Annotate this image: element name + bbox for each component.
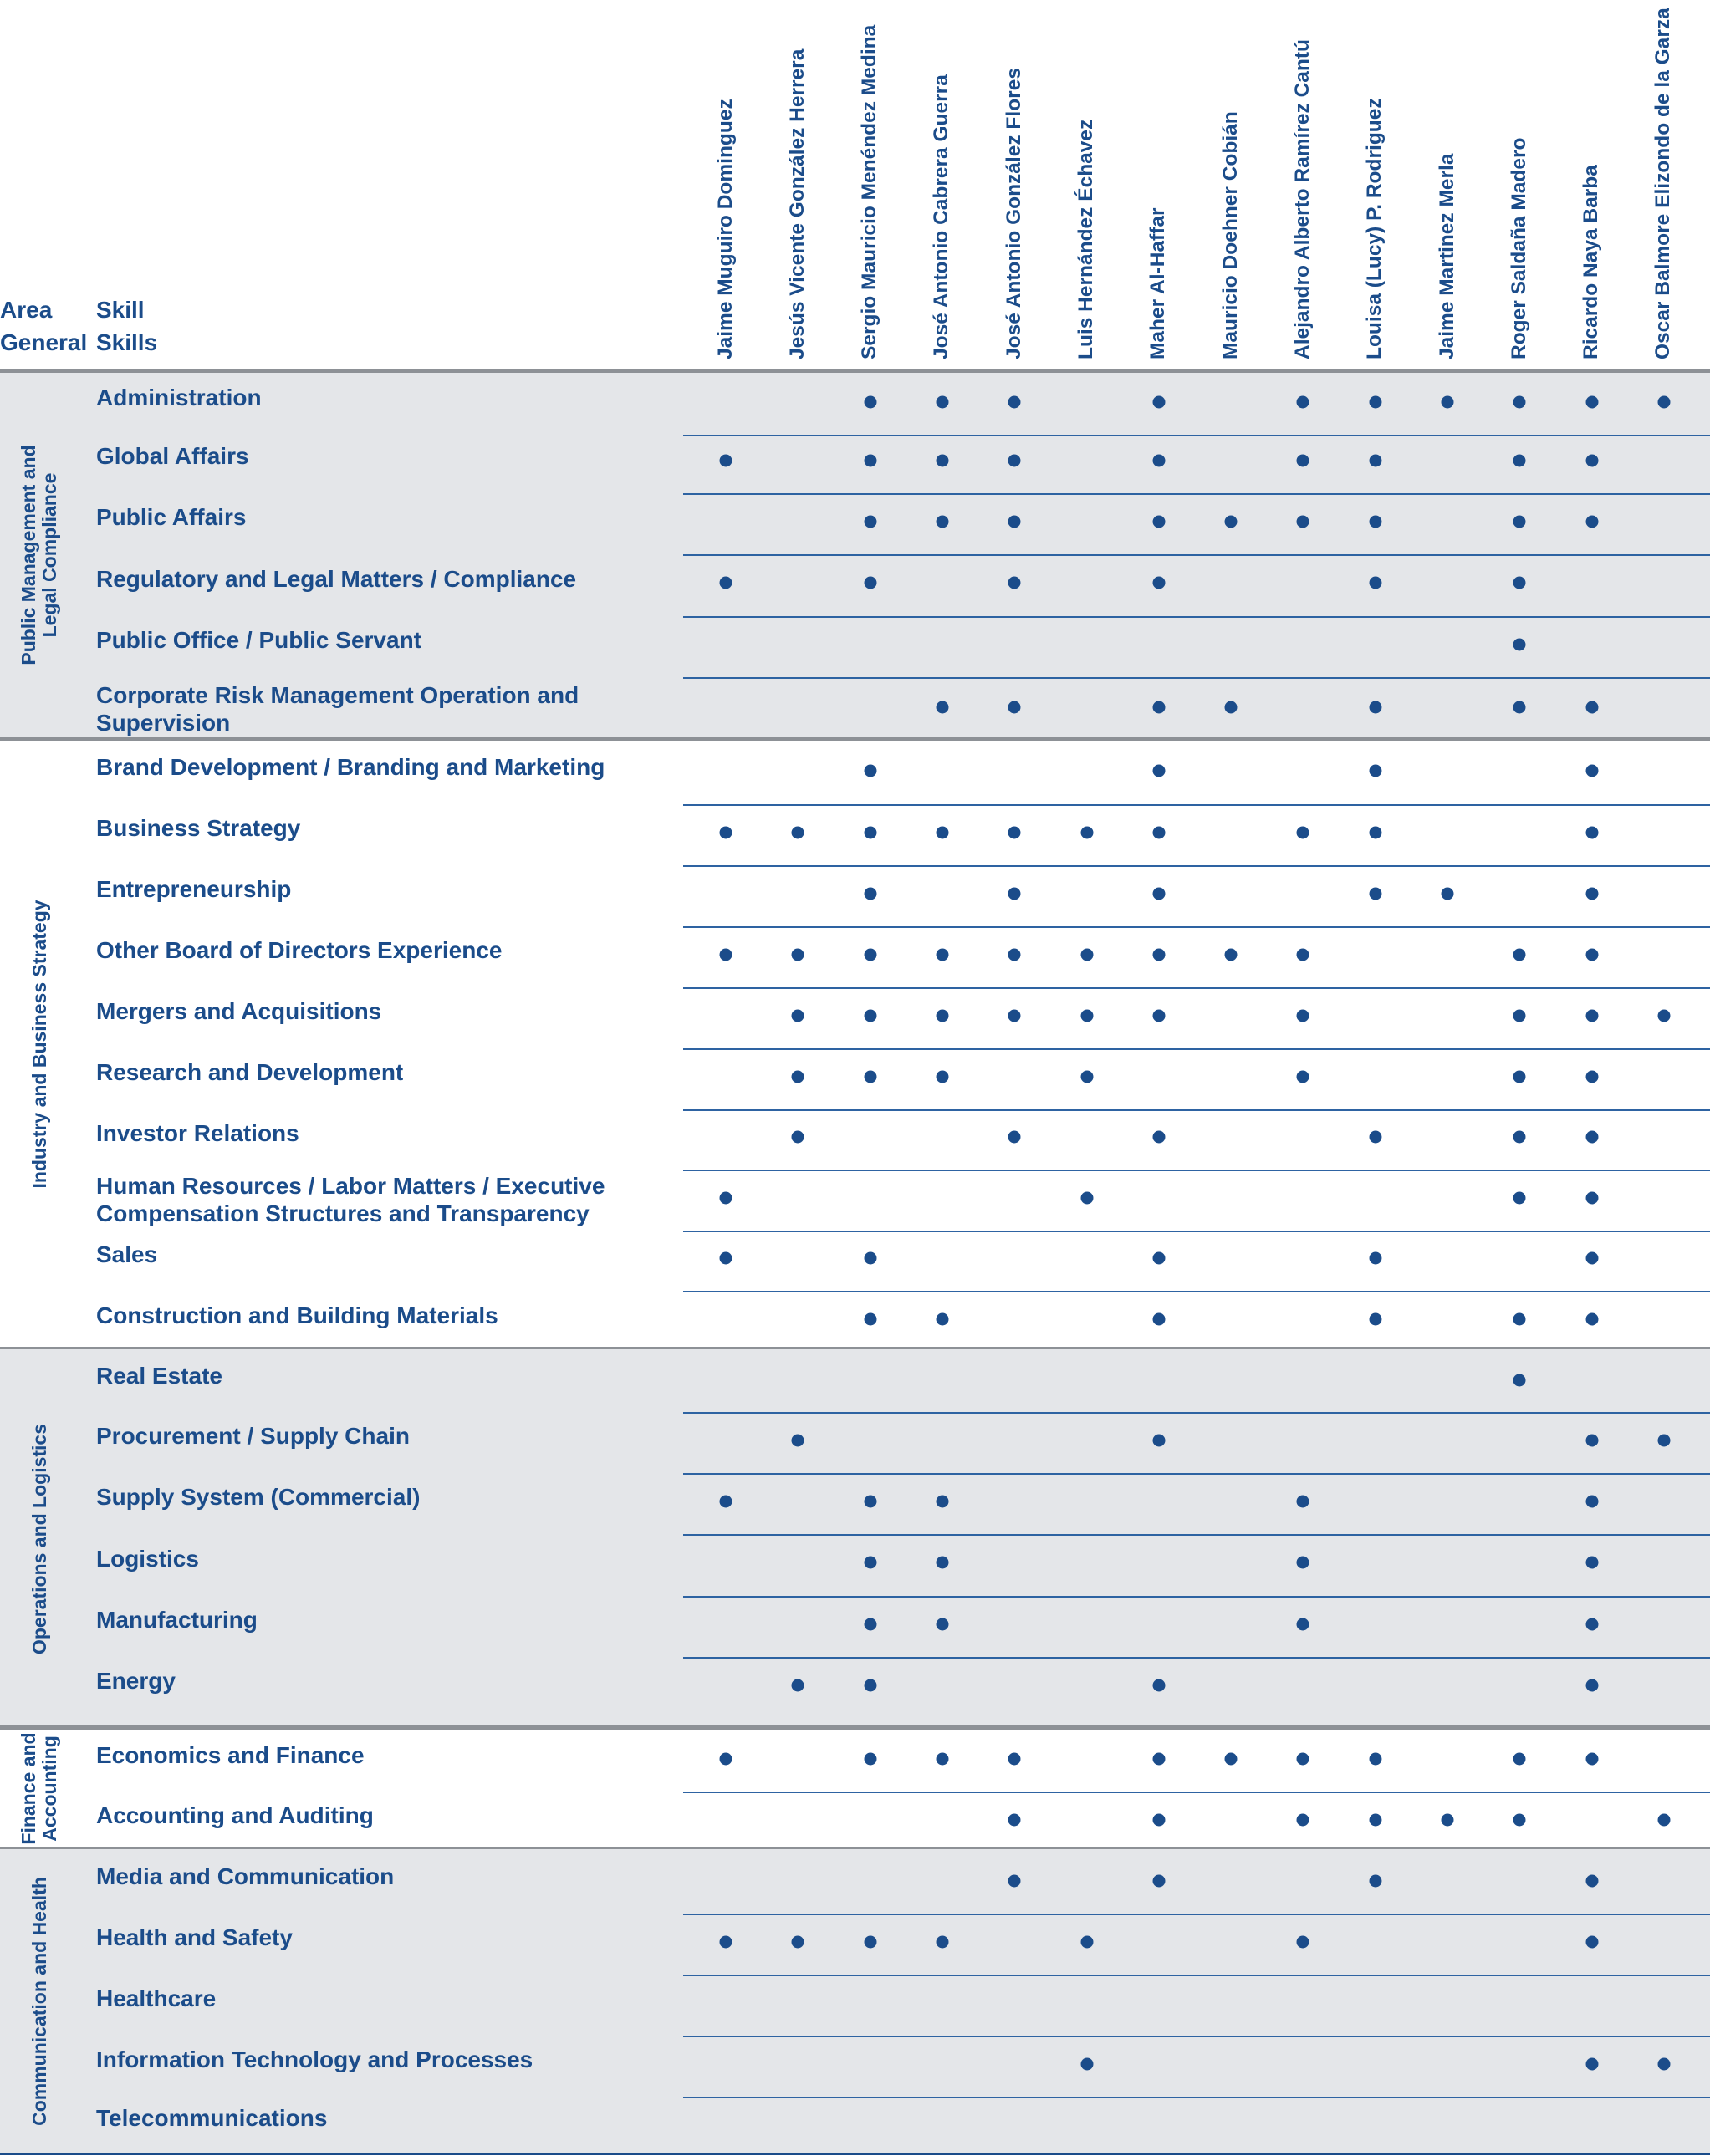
skill-dot — [1297, 1618, 1309, 1630]
skill-dot — [1513, 577, 1526, 589]
skill-dot — [1369, 454, 1381, 466]
skill-dot — [864, 454, 876, 466]
skill-dot — [1152, 515, 1165, 528]
row-divider — [683, 865, 1710, 867]
skill-dot — [1657, 1813, 1670, 1826]
member-name: Oscar Balmore Elizondo de la Garza — [1651, 8, 1675, 359]
skill-dot — [1585, 2057, 1598, 2070]
row-divider — [683, 493, 1710, 495]
skill-label: Public Office / Public Servant — [96, 627, 421, 653]
row-divider — [683, 2097, 1710, 2098]
skill-dot — [936, 1009, 948, 1022]
skill-dot — [864, 395, 876, 408]
skill-dot — [720, 454, 732, 466]
row-divider — [683, 804, 1710, 806]
skill-dot — [1585, 1679, 1598, 1691]
skill-dot — [1585, 1874, 1598, 1887]
skill-dot — [1008, 515, 1021, 528]
skill-dot — [1008, 948, 1021, 961]
skill-dot — [1585, 1009, 1598, 1022]
skill-label: Manufacturing — [96, 1607, 258, 1633]
row-divider — [683, 1473, 1710, 1475]
skill-label: Investor Relations — [96, 1119, 299, 1146]
skill-dot — [1008, 395, 1021, 408]
skill-label: Supply System (Commercial) — [96, 1484, 421, 1510]
skill-dot — [1008, 1753, 1021, 1766]
skill-label: Procurement / Supply Chain — [96, 1423, 410, 1449]
skill-dot — [720, 577, 732, 589]
skill-dot — [1297, 454, 1309, 466]
skill-dot — [1297, 395, 1309, 408]
skill-label: Human Resources / Labor Matters / Executive Compensation Structures and Transparency — [96, 1172, 605, 1226]
skill-dot — [1585, 701, 1598, 714]
row-divider — [683, 987, 1710, 989]
skill-dot — [720, 826, 732, 838]
skill-dot — [1152, 1753, 1165, 1766]
member-name: José Antonio González Flores — [1002, 68, 1025, 359]
skill-label: Information Technology and Processes — [96, 2046, 533, 2072]
skill-label: Healthcare — [96, 1985, 217, 2011]
skill-dot — [864, 1618, 876, 1630]
skill-dot — [1585, 1131, 1598, 1144]
skill-label: Telecommunications — [96, 2105, 328, 2131]
skill-dot — [936, 826, 948, 838]
skill-label: Brand Development / Branding and Marketing — [96, 753, 605, 780]
skill-dot — [1297, 1495, 1309, 1507]
skill-dot — [1513, 1131, 1526, 1144]
skill-dot — [1513, 1313, 1526, 1326]
member-name: Luis Hernández Échavez — [1074, 119, 1097, 359]
skill-dot — [792, 1935, 804, 1948]
skill-dot — [1369, 826, 1381, 838]
skill-dot — [1585, 887, 1598, 900]
table-bottom-rule — [0, 2153, 1710, 2155]
skill-dot — [1657, 2057, 1670, 2070]
skill-dot — [1369, 887, 1381, 900]
skill-label: Business Strategy — [96, 815, 301, 841]
row-divider — [683, 1048, 1710, 1050]
row-divider — [683, 1657, 1710, 1659]
skill-dot — [792, 1009, 804, 1022]
skill-dot — [1152, 1874, 1165, 1887]
row-divider — [683, 1534, 1710, 1536]
skill-dot — [1442, 395, 1454, 408]
skill-label: Public Affairs — [96, 504, 247, 530]
skill-dot — [1657, 1434, 1670, 1446]
row-divider — [683, 2036, 1710, 2037]
skill-dot — [792, 1070, 804, 1083]
skill-dot — [936, 515, 948, 528]
skill-dot — [936, 701, 948, 714]
skill-dot — [1152, 1679, 1165, 1691]
skill-dot — [1152, 1009, 1165, 1022]
member-name: Maher Al-Haffar — [1146, 207, 1170, 359]
skill-label: Global Affairs — [96, 443, 249, 469]
skill-dot — [1152, 887, 1165, 900]
row-divider — [683, 677, 1710, 679]
area-label: Operations and Logistics — [28, 1423, 50, 1654]
skill-label: Corporate Risk Management Operation and Supervision — [96, 682, 579, 736]
skill-dot — [792, 1679, 804, 1691]
skill-dot — [1585, 1313, 1598, 1326]
skill-dot — [1008, 1009, 1021, 1022]
skill-dot — [1080, 1070, 1093, 1083]
skill-dot — [864, 1935, 876, 1948]
skill-dot — [1369, 1252, 1381, 1265]
member-name: Louisa (Lucy) P. Rodriguez — [1363, 98, 1386, 359]
member-name: Mauricio Doehner Cobián — [1218, 111, 1242, 359]
skill-dot — [936, 1495, 948, 1507]
skill-label: Construction and Building Materials — [96, 1302, 498, 1328]
skill-dot — [1152, 1434, 1165, 1446]
skill-label: Sales — [96, 1241, 158, 1267]
skill-label: Other Board of Directors Experience — [96, 937, 503, 963]
row-divider — [683, 435, 1710, 436]
skill-dot — [1225, 515, 1238, 528]
skill-dot — [1657, 1009, 1670, 1022]
skill-dot — [1585, 1618, 1598, 1630]
skill-dot — [864, 1009, 876, 1022]
skill-dot — [864, 1313, 876, 1326]
row-divider — [683, 1792, 1710, 1793]
skill-dot — [1008, 1131, 1021, 1144]
skill-dot — [1008, 454, 1021, 466]
skill-dot — [936, 1935, 948, 1948]
skill-dot — [1369, 1813, 1381, 1826]
skill-dot — [720, 1191, 732, 1204]
skill-label: Media and Communication — [96, 1863, 395, 1889]
row-divider — [683, 1231, 1710, 1232]
skill-dot — [1513, 1753, 1526, 1766]
member-name: Jaime Muguiro Dominguez — [713, 99, 737, 359]
skill-dot — [1585, 1434, 1598, 1446]
skill-dot — [936, 1753, 948, 1766]
skill-dot — [1513, 1813, 1526, 1826]
skill-dot — [792, 1131, 804, 1144]
skill-dot — [936, 948, 948, 961]
skill-dot — [1297, 1557, 1309, 1569]
skill-dot — [864, 948, 876, 961]
skill-dot — [1152, 948, 1165, 961]
skill-dot — [1585, 454, 1598, 466]
skill-dot — [1297, 1753, 1309, 1766]
skill-dot — [1152, 395, 1165, 408]
skill-dot — [1225, 1753, 1238, 1766]
row-divider — [683, 616, 1710, 618]
skill-dot — [1585, 1557, 1598, 1569]
skill-dot — [864, 826, 876, 838]
skill-dot — [1513, 515, 1526, 528]
skill-dot — [1297, 1070, 1309, 1083]
skill-dot — [720, 948, 732, 961]
skill-dot — [864, 1753, 876, 1766]
member-name: Roger Saldaña Madero — [1507, 137, 1530, 359]
skill-dot — [792, 948, 804, 961]
skill-dot — [1513, 1374, 1526, 1386]
skill-dot — [1152, 1813, 1165, 1826]
skill-label: Regulatory and Legal Matters / Compliance — [96, 565, 577, 592]
skill-dot — [1585, 395, 1598, 408]
skill-dot — [1369, 1874, 1381, 1887]
skill-dot — [1369, 515, 1381, 528]
skill-dot — [1369, 1753, 1381, 1766]
skill-dot — [1585, 826, 1598, 838]
skill-dot — [864, 1557, 876, 1569]
skill-dot — [1152, 454, 1165, 466]
row-divider — [683, 1975, 1710, 1976]
skills-header: Skills — [96, 329, 158, 355]
row-divider — [683, 554, 1710, 556]
row-divider — [683, 1170, 1710, 1171]
skill-dot — [1369, 765, 1381, 777]
skill-dot — [1513, 454, 1526, 466]
skill-label: Accounting and Auditing — [96, 1802, 374, 1828]
skill-dot — [1369, 701, 1381, 714]
area-label: Finance and Accounting — [18, 1732, 60, 1845]
skill-dot — [1080, 1009, 1093, 1022]
row-divider — [683, 1914, 1710, 1915]
member-name: Sergio Mauricio Menéndez Medina — [858, 24, 881, 359]
skill-dot — [1585, 765, 1598, 777]
skill-dot — [1585, 1191, 1598, 1204]
skill-dot — [1008, 701, 1021, 714]
skill-dot — [1442, 887, 1454, 900]
skill-dot — [1008, 887, 1021, 900]
skill-dot — [1585, 1935, 1598, 1948]
skill-dot — [1297, 1009, 1309, 1022]
skill-dot — [1080, 948, 1093, 961]
skill-dot — [1152, 1131, 1165, 1144]
skill-dot — [1080, 826, 1093, 838]
skill-dot — [792, 1434, 804, 1446]
member-name: Ricardo Naya Barba — [1580, 165, 1603, 359]
skill-label: Mergers and Acquisitions — [96, 998, 382, 1024]
skill-dot — [1657, 395, 1670, 408]
skill-dot — [1513, 948, 1526, 961]
skill-dot — [1152, 765, 1165, 777]
skill-dot — [720, 1495, 732, 1507]
skill-dot — [864, 765, 876, 777]
skill-dot — [1080, 1191, 1093, 1204]
skill-dot — [1152, 701, 1165, 714]
skill-dot — [936, 1070, 948, 1083]
skill-dot — [1585, 1753, 1598, 1766]
row-divider — [683, 1412, 1710, 1414]
skill-label: Real Estate — [96, 1363, 222, 1389]
member-name: Jaime Martinez Merla — [1435, 153, 1458, 359]
skill-header: Skill — [96, 297, 145, 323]
skill-dot — [864, 1070, 876, 1083]
member-name: Alejandro Alberto Ramírez Cantú — [1290, 39, 1314, 359]
skill-dot — [936, 454, 948, 466]
area-label: Public Management and Legal Compliance — [18, 444, 60, 665]
skill-dot — [864, 1679, 876, 1691]
skill-dot — [1369, 1313, 1381, 1326]
skill-dot — [864, 1495, 876, 1507]
skill-dot — [1152, 1252, 1165, 1265]
skill-dot — [1225, 701, 1238, 714]
general-header: General — [0, 329, 88, 355]
skill-label: Logistics — [96, 1545, 199, 1572]
skill-dot — [1297, 948, 1309, 961]
row-divider — [683, 1109, 1710, 1111]
area-header: Area — [0, 297, 53, 323]
skill-dot — [864, 1252, 876, 1265]
skill-dot — [1585, 1252, 1598, 1265]
skill-dot — [1585, 1070, 1598, 1083]
skill-dot — [1297, 1813, 1309, 1826]
skill-dot — [1008, 1813, 1021, 1826]
skill-dot — [936, 1557, 948, 1569]
skill-label: Energy — [96, 1668, 176, 1694]
skill-dot — [1513, 1070, 1526, 1083]
skill-dot — [864, 577, 876, 589]
skill-dot — [1585, 948, 1598, 961]
skill-dot — [1513, 395, 1526, 408]
skill-dot — [1008, 1874, 1021, 1887]
area-label: Communication and Health — [28, 1876, 50, 2126]
skill-dot — [720, 1753, 732, 1766]
row-divider — [683, 926, 1710, 928]
skill-dot — [1152, 577, 1165, 589]
skill-dot — [1297, 1935, 1309, 1948]
skill-dot — [1369, 395, 1381, 408]
skill-dot — [792, 826, 804, 838]
skill-label: Entrepreneurship — [96, 876, 292, 902]
skill-label: Economics and Finance — [96, 1741, 365, 1768]
skill-dot — [1297, 515, 1309, 528]
skill-dot — [864, 887, 876, 900]
skill-label: Administration — [96, 385, 262, 410]
skill-dot — [1369, 577, 1381, 589]
skill-dot — [1008, 826, 1021, 838]
skill-dot — [720, 1935, 732, 1948]
skill-dot — [864, 515, 876, 528]
member-name: José Antonio Cabrera Guerra — [930, 74, 953, 359]
skill-dot — [1585, 1495, 1598, 1507]
skill-dot — [1008, 577, 1021, 589]
row-divider — [683, 1596, 1710, 1598]
row-divider — [683, 1291, 1710, 1292]
header-separator — [0, 369, 1710, 373]
skill-dot — [1513, 638, 1526, 650]
skill-dot — [720, 1252, 732, 1265]
skill-dot — [1225, 948, 1238, 961]
skill-dot — [1513, 1191, 1526, 1204]
skill-dot — [936, 1618, 948, 1630]
skill-label: Research and Development — [96, 1059, 404, 1085]
skill-dot — [1513, 1009, 1526, 1022]
skill-label: Health and Safety — [96, 1924, 293, 1950]
skill-dot — [1442, 1813, 1454, 1826]
skill-dot — [936, 1313, 948, 1326]
member-name: Jesús Vicente González Herrera — [785, 48, 809, 359]
skill-dot — [936, 395, 948, 408]
area-label: Industry and Business Strategy — [28, 900, 50, 1189]
skill-dot — [1080, 2057, 1093, 2070]
skill-dot — [1585, 515, 1598, 528]
skill-dot — [1297, 826, 1309, 838]
skill-dot — [1152, 1313, 1165, 1326]
skill-dot — [1369, 1131, 1381, 1144]
skill-dot — [1513, 701, 1526, 714]
skill-dot — [1080, 1935, 1093, 1948]
skill-dot — [1152, 826, 1165, 838]
